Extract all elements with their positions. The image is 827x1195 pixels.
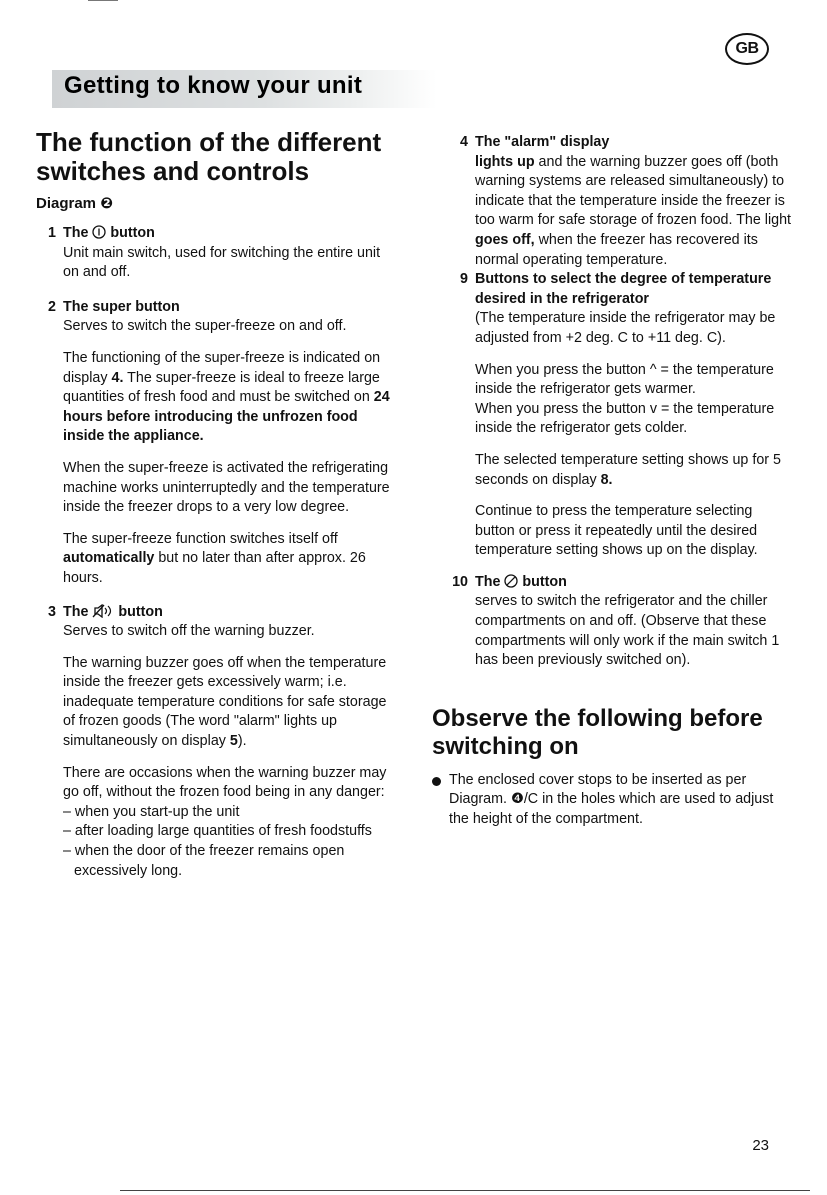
list-line: – after loading large quantities of fresh foodstuffs xyxy=(63,823,372,840)
item-paragraph xyxy=(63,654,396,752)
item-desc: Unit main switch, used for switching the entire unit on and off. xyxy=(63,244,381,281)
text-run: but no later than after approx. 26 hours. xyxy=(63,550,366,586)
list-item-3 xyxy=(36,603,396,882)
text-run: and the warning buzzer goes off (both warning systems are released simultaneously) to indicate that the temperature inside the freezer is too warm for safe storage of frozen food. The light xyxy=(475,153,792,229)
buzzer-off-icon xyxy=(92,604,114,618)
list-line: – when you start-up the unit xyxy=(63,803,240,820)
emphasis-text: 24 hours before introducing the unfrozen food inside the appliance. xyxy=(63,389,390,445)
text-run: when the freezer has recovered its normal operating temperature. xyxy=(475,231,758,268)
item-paragraph: (The temperature inside the refrigerator may be adjusted from +2 deg. C to +11 deg. C). xyxy=(475,310,776,346)
item-number: 2 xyxy=(48,298,56,315)
item-number: 9 xyxy=(460,271,468,288)
observe-section xyxy=(432,705,793,830)
item-title-prefix: The xyxy=(63,225,89,241)
display-ref: 5 xyxy=(229,733,238,750)
scan-edge-line xyxy=(120,1190,810,1191)
item-title xyxy=(475,573,793,593)
item-title: The "alarm" display xyxy=(475,134,610,150)
diagram-marker: ❷ xyxy=(100,195,113,212)
item-title-suffix: button xyxy=(118,603,163,620)
list-line: – when the door of the freezer remains open excessively long. xyxy=(63,843,345,879)
item-paragraph xyxy=(63,349,396,447)
left-column xyxy=(36,128,396,881)
diagram-marker: ❹ xyxy=(510,791,524,808)
item-title-prefix: The xyxy=(475,573,501,590)
item-number: 4 xyxy=(460,134,468,150)
item-paragraph xyxy=(63,530,396,589)
item-title: The super button xyxy=(63,298,180,315)
text-run: The selected temperature setting shows up for 5 seconds on display xyxy=(475,451,781,488)
list-item-9 xyxy=(448,270,793,561)
item-paragraph: When you press the button v = the temperature inside the refrigerator gets colder. xyxy=(475,400,775,437)
item-number: 3 xyxy=(48,603,56,620)
section-title: The function of the different switches and controls xyxy=(36,127,382,186)
emphasis-text: automatically xyxy=(63,550,155,567)
item-title-prefix: The xyxy=(63,603,89,620)
text-run: The super-freeze is ideal to freeze large quantities of fresh food and must be switched on xyxy=(63,369,380,406)
item-paragraph: When you press the button ^ = the temperature inside the refrigerator gets warmer. xyxy=(475,361,774,398)
item-title-suffix: button xyxy=(110,225,155,241)
emphasis-text: lights up xyxy=(475,153,535,170)
item-number: 1 xyxy=(48,225,56,241)
display-ref: 4. xyxy=(111,369,124,386)
item-title xyxy=(63,224,396,244)
page-number: 23 xyxy=(752,1137,769,1154)
language-badge-gb xyxy=(725,33,769,65)
bullet-item xyxy=(432,771,793,830)
observe-title: Observe the following before switching on xyxy=(432,704,763,760)
item-title-suffix: button xyxy=(522,573,567,590)
diagram-reference xyxy=(36,194,396,212)
list-item-10 xyxy=(448,573,793,671)
list-item-1 xyxy=(36,224,396,283)
right-column xyxy=(432,133,793,830)
text-run: ). xyxy=(237,733,247,750)
language-badge-label: GB xyxy=(735,40,759,57)
item-title xyxy=(63,603,396,623)
text-run: The functioning of the super-freeze is indicated on display xyxy=(63,349,381,386)
item-paragraph: Continue to press the temperature selecting button or press it repeatedly until the desired temperature setting shows up on the display. xyxy=(475,503,758,559)
text-run: The warning buzzer goes off when the temperature inside the freezer gets excessively warm; i.e. inadequate temperature conditions for safe storage of frozen goods (The word "alarm" lights up simultaneously on display xyxy=(63,654,387,750)
item-paragraph: There are occasions when the warning buzzer may go off, without the frozen food being in any danger: xyxy=(63,764,387,801)
item-paragraph: Serves to switch off the warning buzzer. xyxy=(63,623,315,640)
list-item-2 xyxy=(36,298,396,589)
item-paragraph: serves to switch the refrigerator and the chiller compartments on and off. (Observe that these compartments will only work if the main switch 1 has been previously switched on). xyxy=(475,593,780,669)
item-paragraph: When the super-freeze is activated the refrigerating machine works uninterruptedly and the temperature inside the freezer drops to a very low degree. xyxy=(63,459,390,516)
item-title: Buttons to select the degree of temperature desired in the refrigerator xyxy=(475,271,772,307)
on-off-icon xyxy=(504,574,518,588)
item-number: 10 xyxy=(452,573,468,590)
list-item-4 xyxy=(448,133,793,270)
item-paragraph xyxy=(475,153,793,271)
text-run: /C in the holes which are used to adjust the height of the compartment. xyxy=(449,791,774,828)
display-ref: 8. xyxy=(600,471,613,488)
emphasis-text: goes off, xyxy=(475,231,535,248)
bullet-dot xyxy=(432,777,441,786)
banner-title: Getting to know your unit xyxy=(64,72,363,99)
scan-edge-mark xyxy=(88,0,118,1)
danger-list xyxy=(63,803,396,881)
text-run: The enclosed cover stops to be inserted as per Diagram. xyxy=(449,771,747,808)
text-run: The super-freeze function switches itself off xyxy=(63,530,338,547)
power-icon xyxy=(92,225,106,239)
diagram-label: Diagram xyxy=(36,195,97,212)
item-paragraph xyxy=(475,451,793,490)
item-paragraph: Serves to switch the super-freeze on and off. xyxy=(63,318,347,335)
